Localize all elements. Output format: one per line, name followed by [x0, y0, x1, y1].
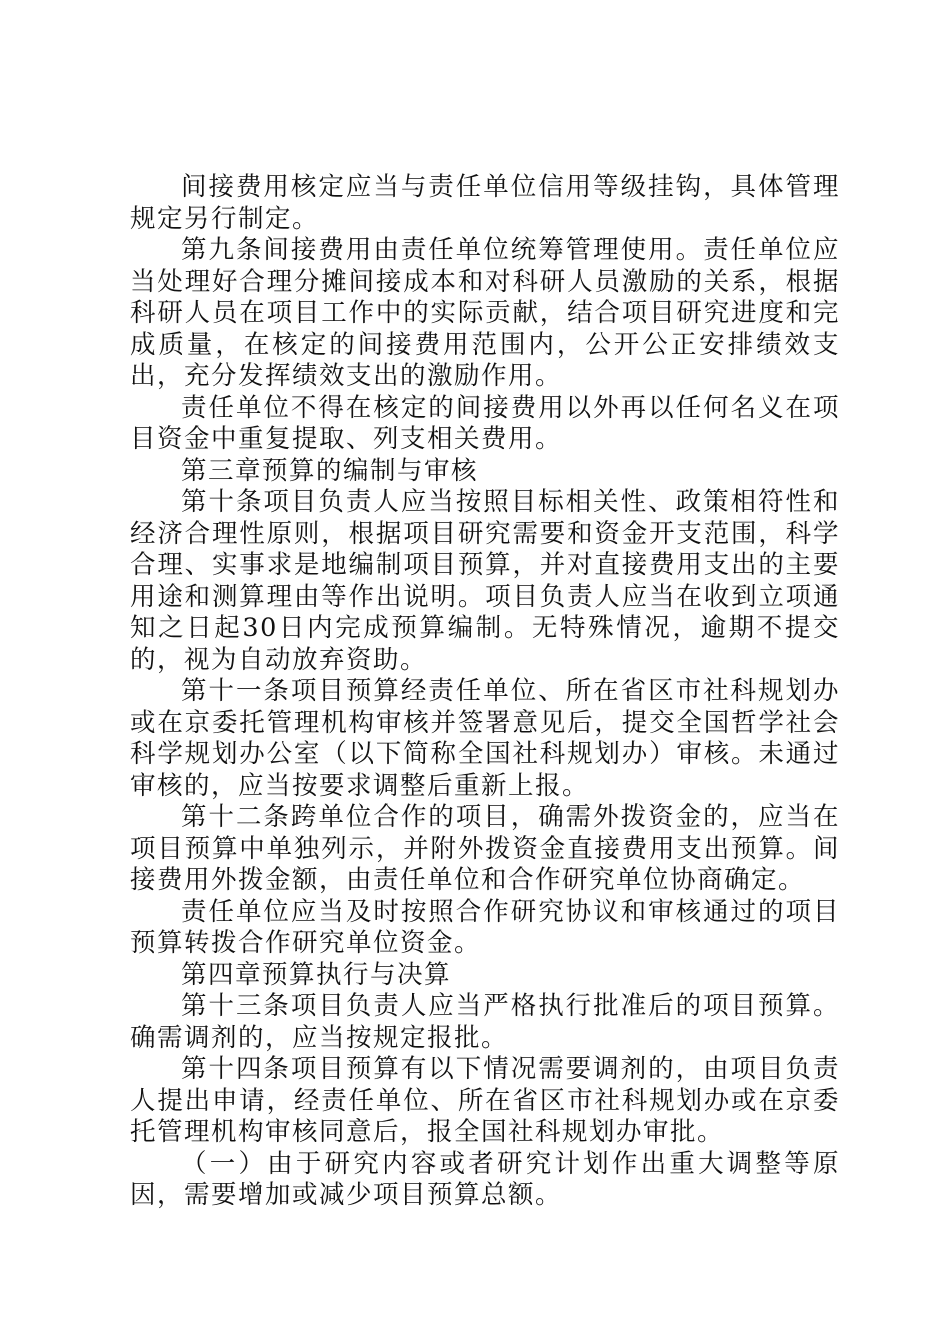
paragraph-article-10: 第十条项目负责人应当按照目标相关性、政策相符性和经济合理性原则，根据项目研究需要和资金开支范围，科学合理、实事求是地编制项目预算，并对直接费用支出的主要用途和测算理由等作出说明。项目负责人应当在收到立项通知之日起30日内完成预算编制。无特殊情况，逾期不提交的，视为自动放弃资助。: [130, 487, 840, 675]
paragraph-item-1: （一）由于研究内容或者研究计划作出重大调整等原因，需要增加或减少项目预算总额。: [130, 1148, 840, 1210]
paragraph-no-duplicate-charges: 责任单位不得在核定的间接费用以外再以任何名义在项目资金中重复提取、列支相关费用。: [130, 392, 840, 454]
document-body: [130, 172, 840, 1212]
paragraph-fund-transfer: 责任单位应当及时按照合作研究协议和审核通过的项目预算转拨合作研究单位资金。: [130, 896, 840, 958]
paragraph-article-11: 第十一条项目预算经责任单位、所在省区市社科规划办或在京委托管理机构审核并签署意见后，提交全国哲学社会科学规划办公室（以下简称全国社科规划办）审核。未通过审核的，应当按要求调整后重新上报。: [130, 676, 840, 801]
paragraph-article-12: 第十二条跨单位合作的项目，确需外拨资金的，应当在项目预算中单独列示，并附外拨资金直接费用支出预算。间接费用外拨金额，由责任单位和合作研究单位协商确定。: [130, 802, 840, 895]
paragraph-article-13: 第十三条项目负责人应当严格执行批准后的项目预算。确需调剂的，应当按规定报批。: [130, 991, 840, 1053]
paragraph-article-14: 第十四条项目预算有以下情况需要调剂的，由项目负责人提出申请，经责任单位、所在省区市社科规划办或在京委托管理机构审核同意后，报全国社科规划办审批。: [130, 1054, 840, 1147]
chapter-3-heading: 第三章预算的编制与审核: [181, 455, 479, 486]
paragraph-indirect-cost-credit: 间接费用核定应当与责任单位信用等级挂钩，具体管理规定另行制定。: [130, 172, 840, 234]
paragraph-article-9: 第九条间接费用由责任单位统筹管理使用。责任单位应当处理好合理分摊间接成本和对科研人员激励的关系，根据科研人员在项目工作中的实际贡献，结合项目研究进度和完成质量，在核定的间接费用范围内，公开公正安排绩效支出，充分发挥绩效支出的激励作用。: [130, 235, 840, 391]
chapter-4-heading: 第四章预算执行与决算: [181, 959, 452, 990]
